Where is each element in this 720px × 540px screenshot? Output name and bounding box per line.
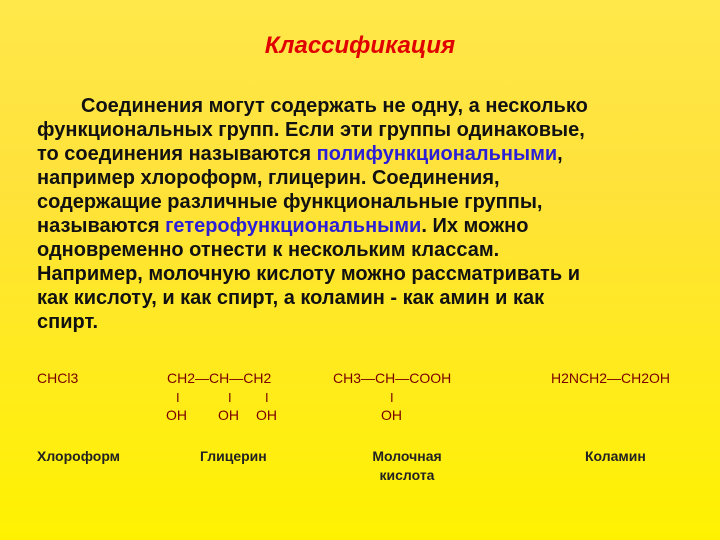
para-line-8: Например, молочную кислоту можно рассматривать и — [37, 263, 580, 285]
glycerin-bond-3: I — [265, 390, 269, 405]
slide-title: Классификация — [264, 32, 456, 59]
para-line-10: спирт. — [37, 311, 99, 333]
label-lactic-line-1: Молочная — [372, 448, 442, 464]
label-lactic-acid — [360, 448, 454, 483]
glycerin-bond-2: I — [228, 390, 232, 405]
formula-colamine: H2NCH2—CH2OH — [551, 370, 671, 386]
formula-chloroform: CHCl3 — [37, 370, 79, 386]
label-lactic-line-2: кислота — [379, 467, 435, 483]
formula-glycerin: CH2—CH—CH2 — [167, 370, 272, 386]
para-line-2: функциональных групп. Если эти группы одинаковые, — [37, 119, 585, 141]
glycerin-oh-2: OH — [218, 407, 239, 423]
para-line-9: как кислоту, и как спирт, а коламин - как амин и как — [37, 287, 545, 309]
label-glycerin: Глицерин — [200, 448, 267, 464]
para-line-4: например хлороформ, глицерин. Соединения, — [37, 167, 500, 189]
lactic-bond: I — [390, 390, 394, 405]
term-heterofunctional: гетерофункциональными — [165, 215, 422, 237]
para-line-7: одновременно отнести к нескольким классам. — [37, 239, 500, 261]
glycerin-bond-1: I — [176, 390, 180, 405]
lactic-oh: OH — [381, 407, 402, 423]
glycerin-oh-3: OH — [256, 407, 277, 423]
para-line-6-end: . Их можно — [421, 215, 529, 237]
para-line-6: называются — [37, 215, 166, 237]
label-chloroform: Хлороформ — [37, 448, 121, 464]
para-line-3: то соединения называются — [37, 143, 317, 165]
para-line-5: содержащие различные функциональные группы, — [37, 191, 543, 213]
term-polyfunctional: полифункциональными — [316, 143, 558, 165]
label-colamine: Коламин — [585, 448, 646, 464]
para-line-3-end: , — [557, 143, 563, 165]
main-paragraph — [37, 94, 707, 334]
formula-lactic-acid: CH3—CH—COOH — [333, 370, 452, 386]
para-line-1: Соединения могут содержать не одну, а несколько — [81, 95, 588, 117]
glycerin-oh-1: OH — [166, 407, 187, 423]
